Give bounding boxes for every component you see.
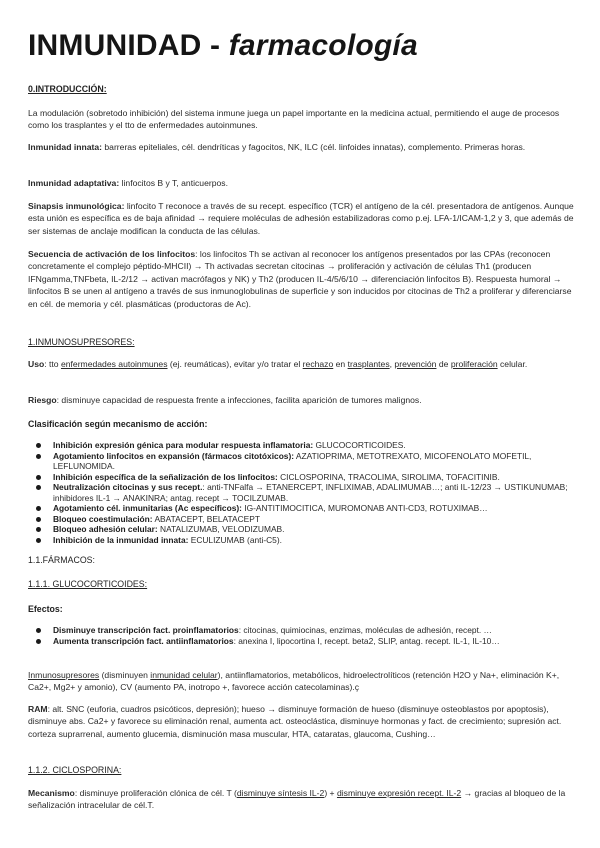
uso-underlined-4: prevención <box>394 359 437 369</box>
list-item-label: Aumenta transcripción fact. antiinflamatorios <box>53 635 234 646</box>
ciclosporina-heading: 1.1.2. CICLOSPORINA: <box>28 765 122 775</box>
list-item <box>28 440 578 451</box>
list-item-text: : anexina I, lipocortina I, recept. beta2, SLIP, antag. recept. IL-1, IL-10… <box>233 635 500 646</box>
uso-paragraph <box>28 358 576 370</box>
ram-text: : alt. SNC (euforia, cuadros psicóticos, depresión); hueso → disminuye formación de hueso (disminuye osteoblastos por apoptosis), disminuye abs. Ca2+ y favorece su eliminación renal, aumenta act. osteoclástica, disminuye hormonas y fact. de crecimiento; supresión act. corteza suprarrenal, aumento glucemia, disminución masa muscular, HTA, cataratas, glaucoma, Cushing… <box>28 704 562 739</box>
riesgo-paragraph <box>28 394 576 406</box>
list-item-label: Bloqueo adhesión celular: <box>53 524 158 534</box>
title-main: INMUNIDAD - <box>28 29 229 62</box>
list-item-label: Agotamiento cél. inmunitarias (Ac específicos): <box>53 503 242 513</box>
uso-underlined-5: proliferación <box>450 359 498 369</box>
uso-text-6: celular. <box>497 359 528 369</box>
mecanismo-label: Mecanismo <box>28 788 75 798</box>
mecanismo-text-1: : disminuye proliferación clónica de cél. T ( <box>74 788 237 798</box>
list-item <box>28 524 578 535</box>
uso-text-5: de <box>436 359 451 369</box>
inmunosupresores-paragraph <box>28 669 576 694</box>
uso-label: Uso <box>28 359 45 369</box>
uso-text-1: : tto <box>44 359 61 369</box>
innata-label: Inmunidad innata: <box>28 142 102 152</box>
mecanismo-text-3: → gracias al bloqueo de la señalización intracelular de cél.T. <box>28 788 566 811</box>
sinapsis-label: Sinapsis inmunológica: <box>28 201 125 211</box>
list-item <box>28 535 578 546</box>
efectos-heading: Efectos: <box>28 604 63 614</box>
list-item-text: AZATIOPRIMA, METOTREXATO, MICOFENOLATO MOFETIL, LEFLUNOMIDA. <box>53 450 532 471</box>
list-item-text: CICLOSPORINA, TRACOLIMA, SIROLIMA, TOFACITINIB. <box>277 471 500 482</box>
inmunosupresores-underlined-1: Inmunosupresores <box>28 670 100 680</box>
list-item-label: Agotamiento linfocitos en expansión (fármacos citotóxicos): <box>53 450 295 461</box>
list-item-label: Inhibición expresión génica para modular respuesta inflamatoria: <box>53 440 314 450</box>
list-item-text: ABATACEPT, BELATACEPT <box>152 513 260 524</box>
secuencia-text: : los linfocitos Th se activan al reconocer los antígenos presentados por las CPAs (reconocen concretamente el complejo péptido-MHCII) → Th activadas secretan citocinas → proliferación y activación de células Th1 (producen IFNgamma,TNFbeta, IL-2/12 → activan macrófagos y NK) y Th2 (producen IL-4/5/6/10 → diferenciación linfocitos B). Respuesta humoral → linfocitos B se unen al antígeno a través de sus inmunoglobulinas de superficie y son inducidos por citocinas de Th2 a proliferar y diferenciarse en cél. de memoria y cél. plasmáticas (productoras de Ac). <box>28 249 572 309</box>
sinapsis-paragraph <box>28 200 576 237</box>
farmacos-heading: 1.1.FÁRMACOS: <box>28 555 95 565</box>
list-item-text: GLUCOCORTICOIDES. <box>313 440 406 450</box>
list-item-label: Disminuye transcripción fact. proinflamatorios <box>53 625 239 635</box>
innata-text: barreras epiteliales, cél. dendríticas y fagocitos, NK, ILC (cél. linfoides innatas), complemento. Primeras horas. <box>102 142 526 152</box>
sinapsis-text: linfocito T reconoce a través de su recept. específico (TCR) el antígeno de la cél. presentadora de antígenos. Aunque esta unión es específica es de baja afinidad → requiere moléculas de adhesión estabilizadoras como p.ej. LFA-1/ICAM-1,2 y 3, que además de ser sistemas de anclaje modifican la conducta de las células. <box>28 201 574 236</box>
ram-label: RAM <box>28 704 48 714</box>
intro-paragraph: La modulación (sobretodo inhibición) del sistema inmune juega un papel importante en la medicina actual, permitiendo el auge de procesos como los trasplantes y el tto de enfermedades autoinmunes. <box>28 108 560 131</box>
list-item-text: ECULIZUMAB (anti-C5). <box>188 534 282 545</box>
list-item <box>28 625 578 636</box>
list-item <box>28 482 578 503</box>
list-item-label: Neutralización citocinas y sus recept. <box>53 482 203 492</box>
list-item <box>28 514 578 525</box>
list-item <box>28 451 578 472</box>
ram-paragraph <box>28 703 576 740</box>
innata-paragraph <box>28 141 576 153</box>
mecanismo-underlined-2: disminuye expresión recept. IL-2 <box>336 788 462 798</box>
mecanismos-list <box>28 440 578 545</box>
riesgo-text: : disminuye capacidad de respuesta frente a infecciones, facilita aparición de tumores malignos. <box>56 395 422 405</box>
efectos-list <box>28 625 578 646</box>
secuencia-label: Secuencia de activación de los linfocitos <box>28 249 196 259</box>
section-heading-inmunosupresores: 1.INMUNOSUPRESORES: <box>28 337 135 347</box>
glucocorticoides-heading: 1.1.1. GLUCOCORTICOIDES: <box>28 579 148 589</box>
uso-underlined-1: enfermedades autoinmunes <box>60 359 168 369</box>
uso-underlined-3: trasplantes <box>347 359 390 369</box>
secuencia-paragraph <box>28 248 576 310</box>
list-item-text: IG-ANTITIMOCITICA, MUROMONAB ANTI-CD3, ROTUXIMAB… <box>241 503 488 513</box>
clasificacion-heading: Clasificación según mecanismo de acción: <box>28 419 208 429</box>
list-item-label: Inhibición de la inmunidad innata: <box>53 534 189 545</box>
uso-text-2: (ej. reumáticas), evitar y/o tratar el <box>167 359 303 369</box>
list-item-label: Inhibición específica de la señalización de los linfocitos: <box>53 471 278 482</box>
mecanismo-text-2: ) + <box>324 788 337 798</box>
inmunosupresores-text-1: (disminuyen <box>99 670 151 680</box>
list-item <box>28 503 578 514</box>
page-title <box>28 28 418 64</box>
uso-text-4: , <box>389 359 395 369</box>
adaptativa-text: linfocitos B y T, anticuerpos. <box>119 178 228 188</box>
uso-text-3: en <box>333 359 348 369</box>
mecanismo-underlined-1: disminuye síntesis IL-2 <box>236 788 325 798</box>
uso-underlined-2: rechazo <box>302 359 334 369</box>
section-heading-introduccion: 0.INTRODUCCIÓN: <box>28 84 107 94</box>
list-item <box>28 472 578 483</box>
inmunosupresores-text-2: ), antiinflamatorios, metabólicos, hidroelectrolíticos (retención H2O y Na+, eliminación K+, Ca2+, Mg2+ y amonio), CV (aumento PA, inotropo +, favorece acción catecolaminas).ç <box>28 670 560 693</box>
mecanismo-paragraph <box>28 787 576 812</box>
riesgo-label: Riesgo <box>28 395 57 405</box>
list-item-text: : citocinas, quimiocinas, enzimas, moléculas de adhesión, recept. … <box>238 625 492 635</box>
adaptativa-paragraph <box>28 177 576 189</box>
list-item-text: NATALIZUMAB, VELODIZUMAB. <box>157 524 285 534</box>
inmunosupresores-underlined-2: inmunidad celular <box>150 670 218 680</box>
title-subtitle: farmacología <box>228 29 418 62</box>
list-item-label: Bloqueo coestimulación: <box>53 513 153 524</box>
list-item <box>28 636 578 647</box>
adaptativa-label: Inmunidad adaptativa: <box>28 178 120 188</box>
list-item-text: : anti-TNFalfa → ETANERCEPT, INFLIXIMAB, ADALIMUMAB…; anti IL-12/23 → USTIKUNUMAB; inhibidores IL-1 → ANAKINRA; antag. recept → TOCILZUMAB. <box>53 482 568 503</box>
